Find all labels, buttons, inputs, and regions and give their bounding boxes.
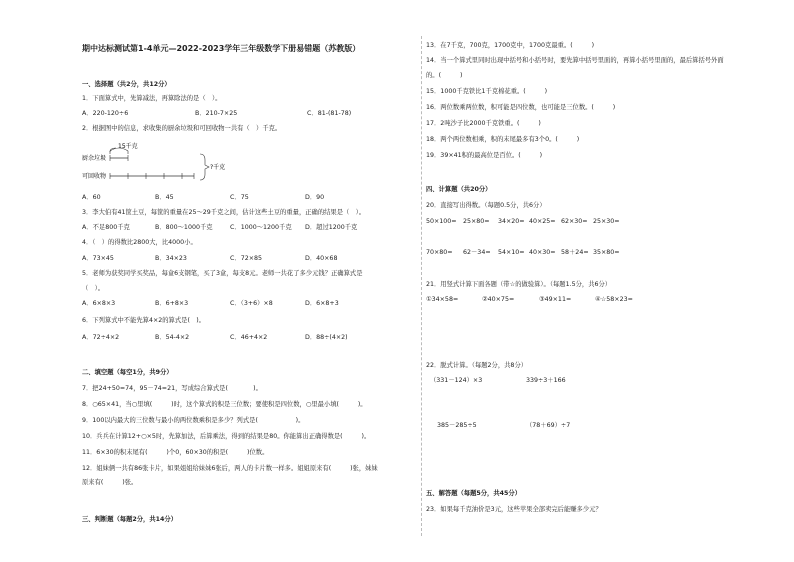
question-15: 15．1000千克铁比1千克棉花重。( ) [426, 88, 548, 95]
q2-option-c: C．75 [230, 194, 249, 201]
question-12: 12．姐妹俩一共有86张卡片，如果姐姐给妹妹6张后，两人的卡片数一样多。姐姐原来有( )张，妹妹 [82, 465, 378, 472]
q4-option-d: D．40×68 [305, 255, 338, 262]
diagram-top-label: 15千克 [118, 143, 138, 150]
oral-calc-item: 40×25= [529, 218, 556, 225]
question-9: 9．100以内最大的三位数与最小的两位数乘积是多少？列式是( )。 [82, 417, 305, 424]
question-20: 20．直接写出得数。（每题0.5分，共6分） [426, 202, 546, 209]
q2-option-d: D．90 [305, 194, 325, 201]
oral-calc-item: 50×100= [426, 218, 457, 225]
question-5-cont: （ ）。 [82, 285, 105, 292]
question-18: 18．两个两位数相乘，积的末尾最多有3个0。( ) [426, 136, 580, 143]
question-2: 2．根据图中的信息，求收集的厨余垃圾和可回收物一共有（ ）千克。 [82, 125, 282, 132]
oral-calc-item: 35×80= [593, 249, 620, 256]
segment-diagram [82, 140, 232, 190]
page-title: 期中达标测试第1-4单元—2022-2023学年三年级数学下册易错题（苏教版） [82, 44, 361, 53]
q6-option-c: C．46+4×2 [230, 334, 268, 341]
question-11: 11．6×30的积末尾有( )个0，60×30的积是( )位数。 [82, 449, 269, 456]
question-14-cont: 的。( ) [426, 72, 463, 79]
question-1: 1．下面算式中，先算减法，再算除法的是（ ）。 [82, 95, 222, 102]
question-21: 21．用竖式计算下面各题（带☆的做验算）。（每题1.5分，共6分） [426, 281, 612, 288]
oral-calc-item: 34×20= [498, 218, 525, 225]
question-17: 17．2吨沙子比2000千克铁重。( ) [426, 120, 541, 127]
question-16: 16．两位数乘两位数，积可能是四位数，也可能是三位数。( ) [426, 104, 616, 111]
section-calc-heading: 四、计算题（共20分） [426, 186, 492, 193]
question-14: 14．当一个算式里同时出现中括号和小括号时，要先算中括号里面的，再算小括号里面的，最后算括号外面 [426, 57, 724, 64]
q4-option-a: A．73×45 [82, 255, 114, 262]
oral-calc-item: 40×30= [529, 249, 556, 256]
question-7: 7．把24+50=74，95－74=21，写成综合算式是( )。 [82, 385, 262, 392]
section-choice-heading: 一、选择题（共2分，共12分） [82, 81, 171, 88]
question-3: 3．李大伯有41筐土豆，每筐的重量在25～29千克之间，估计这些土豆的重量，正确的结果是（ ）。 [82, 209, 366, 216]
q1-option-c: C．81-(81-78) [307, 110, 352, 117]
q3-option-b: B．800～1000千克 [155, 224, 213, 231]
question-5: 5．老师为获奖同学买奖品，每盒6支钢笔，买了3盒，每支8元。老师一共花了多少元钱？正确算式是 [82, 270, 363, 277]
vertical-calc-item: ③49×11= [539, 296, 572, 303]
q6-option-a: A．72÷4×2 [82, 334, 120, 341]
question-6: 6．下列算式中不能先算4×2的算式是( )。 [82, 317, 205, 324]
question-8: 8．○65×41，当○里填( )时，这个算式的积是三位数；要使积是四位数，○里最小填( )。 [82, 401, 367, 408]
section-judge-heading: 三、判断题（每题2分，共14分） [82, 516, 178, 523]
q2-option-a: A．60 [82, 194, 101, 201]
question-23: 23．如果每千克油价是3元，这些苹果全部卖完后能赚多少元？ [426, 506, 602, 513]
oral-calc-item: 70×80= [426, 249, 453, 256]
section-fill-heading: 二、填空题（每空1分，共9分） [82, 369, 173, 376]
q4-option-c: C．72×85 [230, 255, 262, 262]
question-22: 22．脱式计算。（每题2分，共8分） [426, 362, 528, 369]
question-4: 4．（ ）的得数比2800大，比4000小。 [82, 239, 197, 246]
step-calc-item: （78＋69）÷7 [526, 422, 571, 429]
q6-option-d: D．88÷(4×2) [305, 334, 348, 341]
oral-calc-item: 62×30= [561, 218, 588, 225]
q1-option-b: B．210-7×25 [195, 110, 238, 117]
oral-calc-item: 25×30= [593, 218, 620, 225]
question-10: 10．兵兵在计算12+○×5时，先算加法，后算乘法，得到的结果是80。你能算出正确得数是( )。 [82, 433, 371, 440]
q5-option-d: D．6×8+3 [305, 300, 339, 307]
oral-calc-item: 62－34= [463, 249, 491, 256]
q4-option-b: B．34×23 [155, 255, 187, 262]
q1-option-a: A．220-120÷6 [82, 110, 129, 117]
diagram-right-label: ?千克 [210, 164, 226, 171]
vertical-calc-item: ④☆58×23= [595, 296, 633, 303]
oral-calc-item: 58＋24= [561, 249, 589, 256]
section-word-problems-heading: 五、解答题（每题5分，共45分） [426, 490, 522, 497]
step-calc-item: 385－285÷5 [437, 422, 477, 429]
question-12-cont: 原来有( )张。 [82, 479, 138, 486]
q2-option-b: B．45 [155, 194, 174, 201]
column-divider [421, 36, 422, 536]
q6-option-b: B．54-4×2 [155, 334, 190, 341]
oral-calc-item: 25×80= [463, 218, 490, 225]
vertical-calc-item: ①34×58= [426, 296, 459, 303]
diagram-row2-label: 可回收物 [82, 173, 107, 180]
step-calc-item: （331－124）×3 [430, 377, 483, 384]
step-calc-item: 339÷3＋166 [526, 377, 566, 384]
question-13: 13．在7千克，700克，1700克中，1700克最重。( ) [426, 42, 595, 49]
q3-option-d: D．超过1200千克 [305, 224, 358, 231]
q5-option-b: B．6+8×3 [155, 300, 189, 307]
q3-option-c: C．1000～1200千克 [230, 224, 292, 231]
diagram-row1-label: 厨余垃圾 [82, 155, 107, 162]
vertical-calc-item: ②40×75= [482, 296, 515, 303]
q3-option-a: A．不足800千克 [82, 224, 130, 231]
q5-option-c: C．（3+6）×8 [230, 300, 273, 307]
question-19: 19．39×41积的最高位是百位。( ) [426, 152, 543, 159]
q5-option-a: A．6×8×3 [82, 300, 116, 307]
oral-calc-item: 54×10= [498, 249, 525, 256]
